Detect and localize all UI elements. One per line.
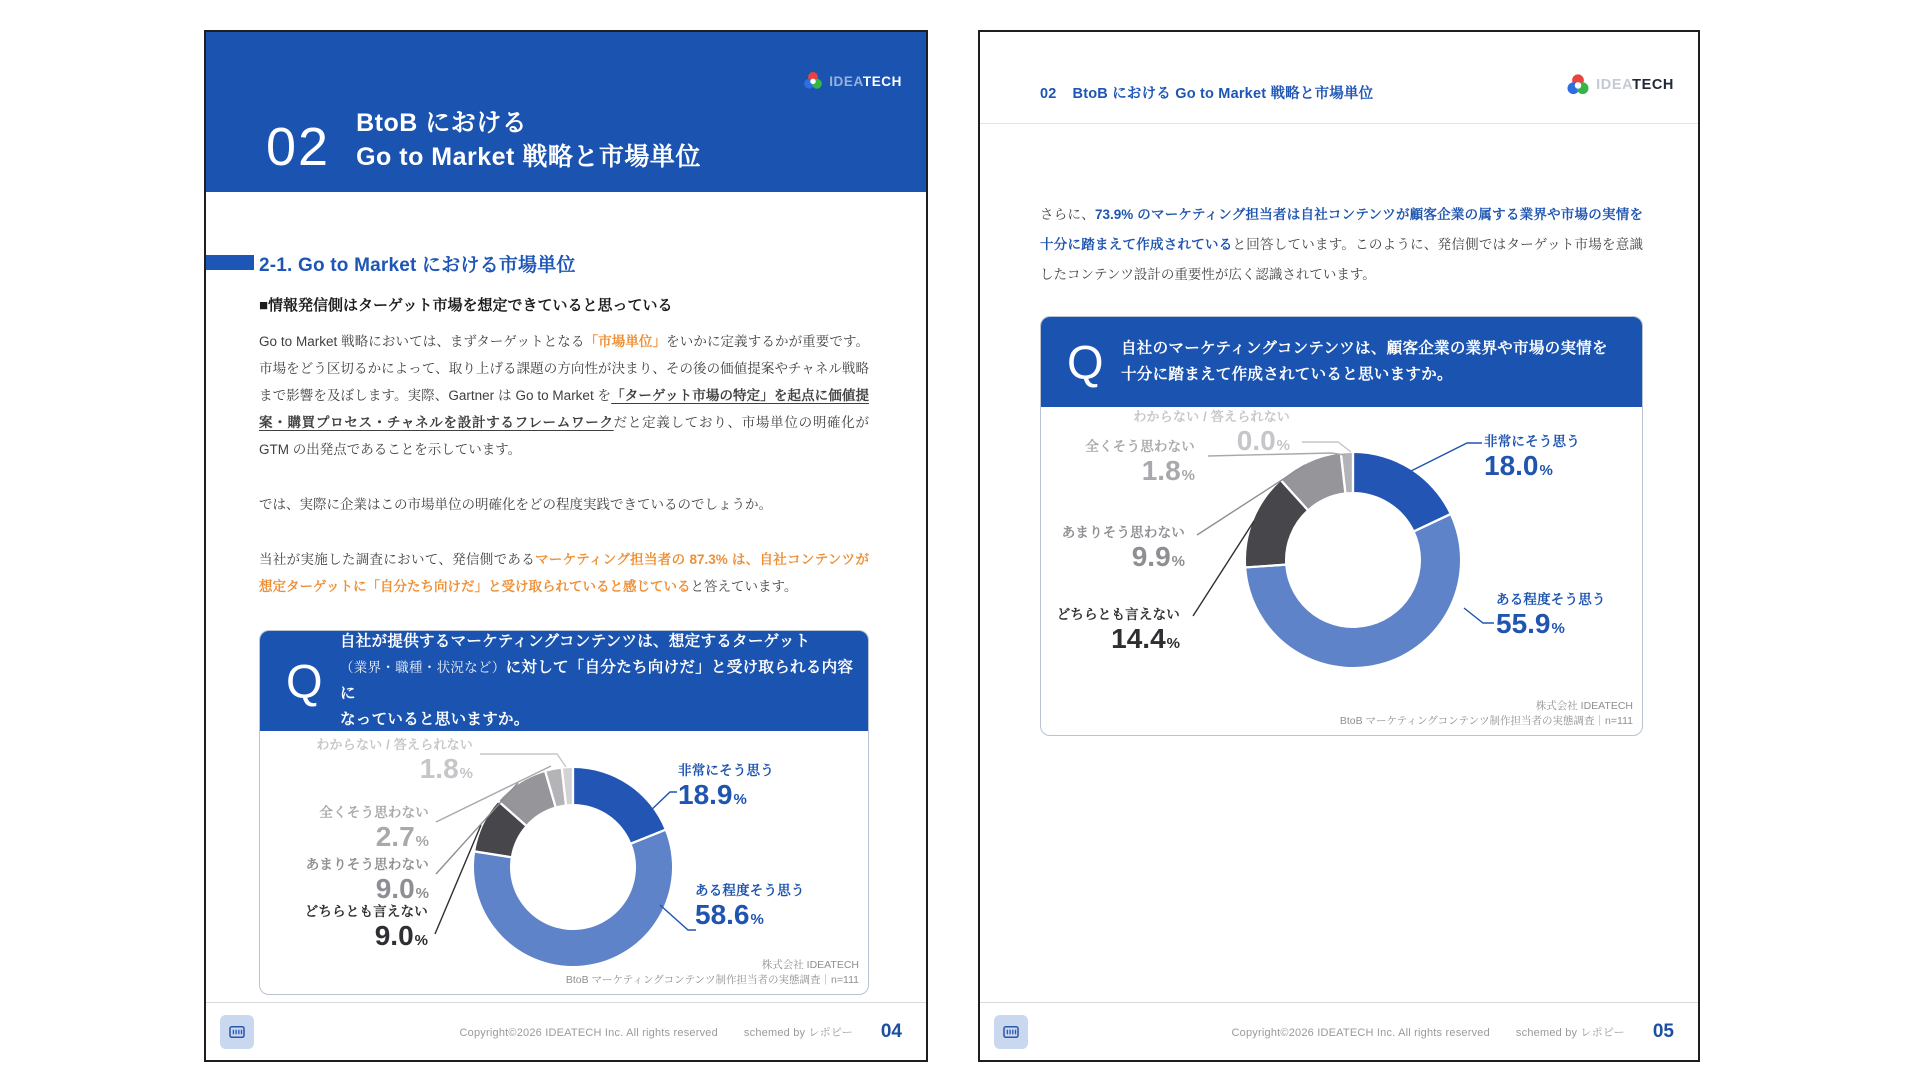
question-card	[259, 630, 869, 995]
chart-label	[305, 903, 428, 956]
donut-segment	[573, 768, 665, 843]
repopi-icon	[220, 1015, 254, 1049]
chart-label	[678, 762, 774, 815]
chart-label-value: 9.0%	[375, 873, 429, 904]
copyright-text: Copyright©2026 IDEATECH Inc. All rights reserved schemed by レポピー	[459, 1026, 853, 1039]
chapter-title	[356, 106, 701, 176]
question-text	[340, 629, 868, 733]
chart-label-value: 9.9%	[1131, 541, 1185, 572]
chart-label-name: どちらとも言えない	[304, 904, 428, 919]
leader-line	[660, 905, 696, 930]
rgb-circles-icon	[802, 70, 824, 92]
source-survey: BtoB マーケティングコンテンツ制作担当者の実態調査｜n=111	[1339, 715, 1633, 727]
chart-label-name: 非常にそう思う	[1484, 434, 1580, 449]
paragraph: Go to Market 戦略においては、まずターゲットとなる「市場単位」をいかに定義するかが重要です。市場をどう区切るかによって、取り上げる課題の方向性が決まり、その後の価値提案やチャネル戦略まで影響を及ぼします。実際、Gartner は Go to Market を「ターゲット市場の特定」を起点に価値提案・購買プロセス・チャネルを設計するフレームワークだと定義しており、市場単位の明確化が GTM の出発点であることを示しています。	[259, 334, 870, 457]
page-footer	[206, 1002, 926, 1060]
section-title: 2-1. Go to Market における市場単位	[259, 255, 576, 276]
chart-label-name: どちらとも言えない	[1056, 607, 1180, 622]
chart-source	[1340, 699, 1633, 729]
page-number: 04	[880, 1020, 902, 1042]
page-body	[206, 250, 926, 995]
logo-wordmark: IDEATECH	[1596, 77, 1674, 93]
ideatech-logo	[802, 70, 902, 92]
logo-wordmark: IDEATECH	[829, 73, 902, 89]
donut-chart-right	[1041, 407, 1642, 735]
donut-segment	[1353, 453, 1450, 531]
chart-label-value: 9.0%	[374, 920, 428, 951]
running-chapter-number: 02	[1040, 86, 1057, 102]
question-line: 自社のマーケティングコンテンツは、顧客企業の業界や市場の実情を	[1121, 340, 1608, 357]
chart-label	[316, 736, 473, 789]
donut-chart-left	[260, 731, 868, 994]
chart-label	[306, 856, 429, 909]
chart-label-name: あまりそう思わない	[305, 857, 429, 872]
body-paragraphs	[259, 328, 869, 600]
chart-label-name: ある程度そう思う	[1496, 592, 1606, 607]
schemed-by: schemed by レポピー	[743, 1026, 853, 1039]
running-title	[1040, 82, 1373, 103]
page-number: 05	[1652, 1020, 1674, 1042]
question-text	[1121, 336, 1608, 388]
chart-label	[1496, 591, 1606, 644]
question-header	[1041, 317, 1642, 407]
page-footer	[980, 1002, 1698, 1060]
source-survey: BtoB マーケティングコンテンツ制作担当者の実態調査｜n=111	[565, 974, 859, 986]
question-line: （業界・職種・状況など）に対して「自分たち向けだ」と受け取られる内容に	[340, 659, 854, 702]
chart-label-value: 55.9%	[1496, 608, 1565, 639]
question-mark: Q	[1067, 335, 1104, 389]
chapter-number: 02	[266, 117, 331, 177]
chart-label	[1484, 433, 1580, 486]
question-line: 十分に踏まえて作成されていると思いますか。	[1121, 366, 1453, 383]
page-left	[204, 30, 928, 1062]
chart-label-name: あまりそう思わない	[1061, 525, 1185, 540]
running-chapter-title: BtoB における Go to Market 戦略と市場単位	[1072, 86, 1374, 102]
chart-label	[319, 804, 429, 857]
rgb-circles-icon	[1565, 72, 1591, 98]
page-right	[978, 30, 1700, 1062]
source-company: 株式会社 IDEATECH	[761, 959, 859, 971]
chart-label-value: 0.0%	[1236, 425, 1290, 456]
paragraph: では、実際に企業はこの市場単位の明確化をどの程度実践できているのでしょうか。	[259, 497, 772, 512]
source-company: 株式会社 IDEATECH	[1535, 700, 1633, 712]
leader-line	[435, 825, 481, 934]
chart-label-value: 18.0%	[1484, 450, 1553, 481]
chart-label	[1133, 408, 1290, 461]
chart-label	[1062, 524, 1185, 577]
subheading: ■情報発信側はターゲット市場を想定できていると思っている	[259, 297, 673, 314]
page-body	[980, 200, 1698, 736]
leader-line	[1464, 608, 1494, 623]
question-header	[260, 631, 868, 731]
chart-label-name: 非常にそう思う	[678, 763, 774, 778]
chart-label-name: わからない / 答えられない	[1133, 409, 1290, 424]
question-line: なっていると思いますか。	[340, 711, 530, 728]
chart-label	[695, 882, 805, 935]
leader-line	[480, 754, 566, 767]
ideatech-logo	[1565, 72, 1674, 98]
chart-label-name: わからない / 答えられない	[316, 737, 473, 752]
question-card	[1040, 316, 1643, 736]
leader-line	[1193, 521, 1254, 616]
paragraph: さらに、73.9% のマーケティング担当者は自社コンテンツが顧客企業の属する業界や市場の実情を十分に踏まえて作成されていると回答しています。このように、発信側ではターゲット市場を意識したコンテンツ設計の重要性が広く認識されています。	[1040, 207, 1644, 282]
section-heading	[206, 250, 869, 277]
repopi-icon	[994, 1015, 1028, 1049]
question-line: 自社が提供するマーケティングコンテンツは、想定するターゲット	[340, 633, 811, 650]
chart-label-name: 全くそう思わない	[1085, 439, 1195, 454]
chart-label-value: 58.6%	[695, 899, 764, 930]
chapter-title-line1: BtoB における	[356, 109, 528, 137]
schemed-by: schemed by レポピー	[1515, 1026, 1625, 1039]
copyright-text: Copyright©2026 IDEATECH Inc. All rights reserved schemed by レポピー	[1231, 1026, 1625, 1039]
chapter-title-line2: Go to Market 戦略と市場単位	[356, 143, 701, 171]
paragraph: 当社が実施した調査において、発信側であるマーケティング担当者の 87.3% は、自社コンテンツが想定ターゲットに「自分たち向けだ」と受け取られていると感じていると答えています。	[259, 552, 870, 594]
chart-label-value: 1.8%	[419, 753, 473, 784]
chart-label-name: 全くそう思わない	[319, 805, 429, 820]
running-header	[980, 32, 1698, 124]
leader-line	[1411, 443, 1482, 471]
leader-line	[1302, 442, 1351, 452]
chapter-banner	[206, 32, 926, 192]
chart-label-value: 1.8%	[1141, 455, 1195, 486]
body-paragraphs	[1040, 200, 1643, 290]
chart-source	[566, 958, 859, 988]
chart-label-value: 18.9%	[678, 779, 747, 810]
chart-label-name: ある程度そう思う	[695, 883, 805, 898]
chart-label	[1057, 606, 1180, 659]
question-mark: Q	[286, 654, 323, 708]
chart-label-value: 14.4%	[1111, 623, 1180, 654]
chart-label-value: 2.7%	[375, 821, 429, 852]
